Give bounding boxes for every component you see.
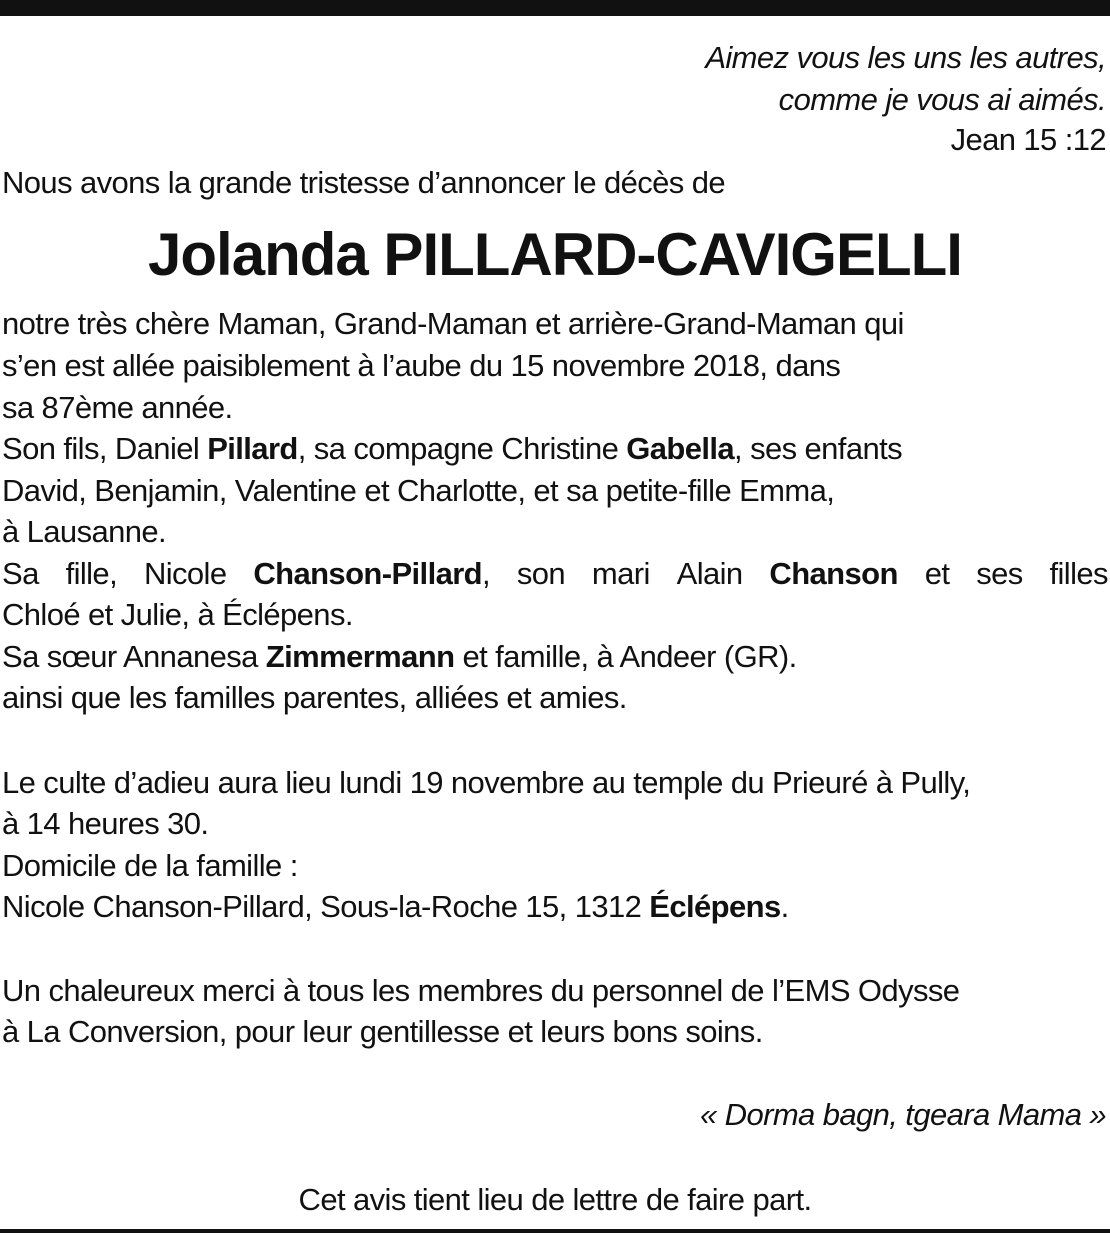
son-prefix: Son fils, Daniel — [2, 431, 208, 466]
daughter-surname-group — [253, 555, 490, 593]
deceased-name: Jolanda PILLARD-CAVIGELLI — [148, 221, 962, 288]
thanks-line-2: à La Conversion, pour leur gentillesse et leurs bons soins. — [2, 1014, 763, 1049]
bottom-rule — [0, 1229, 1110, 1233]
address-prefix: Nicole Chanson-Pillard, Sous-la-Roche 15, 1312 — [2, 889, 650, 924]
family-son-line-3: à Lausanne. — [2, 514, 167, 549]
sister-suffix: et famille, à Andeer (GR). — [454, 639, 797, 674]
service-line-1: Le culte d’adieu aura lieu lundi 19 novembre au temple du Prieuré à Pully, — [2, 765, 971, 800]
family-son-line-1 — [2, 430, 902, 468]
family-sister-line — [2, 638, 797, 676]
son-surname: Pillard — [207, 431, 298, 466]
family-son-line-2: David, Benjamin, Valentine et Charlotte, et sa petite-fille Emma, — [2, 473, 835, 508]
sister-surname: Zimmermann — [265, 639, 455, 674]
family-daughter-line-1 — [2, 555, 1108, 593]
address-town: Éclépens — [649, 889, 781, 924]
word: mari — [591, 556, 650, 591]
epigraph-reference: Jean 15 :12 — [950, 122, 1106, 157]
son-suffix: , ses enfants — [734, 431, 903, 466]
epigraph-line-2: comme je vous ai aimés. — [778, 82, 1106, 117]
notice-text: Cet avis tient lieu de lettre de faire part. — [298, 1182, 812, 1217]
son-middle: , sa compagne Christine — [297, 431, 627, 466]
husband-surname: Chanson — [769, 556, 898, 591]
son-partner-surname: Gabella — [626, 431, 735, 466]
thanks-line-1: Un chaleureux merci à tous les membres du personnel de l’EMS Odysse — [2, 973, 960, 1008]
top-rule — [0, 0, 1110, 16]
intro-text: Nous avons la grande tristesse d’annoncer le décès de — [2, 165, 725, 200]
address-suffix: . — [780, 889, 789, 924]
closing-quote: « Dorma bagn, tgeara Mama » — [700, 1097, 1106, 1132]
word: Sa — [2, 556, 39, 591]
family-daughter-line-2: Chloé et Julie, à Éclépens. — [2, 597, 353, 632]
word: et — [924, 556, 950, 591]
word: Alain — [676, 556, 743, 591]
daughter-surname: Chanson-Pillard — [253, 556, 483, 591]
description-line-1: notre très chère Maman, Grand-Maman et arrière-Grand-Maman qui — [2, 306, 904, 341]
word: ses — [976, 556, 1023, 591]
sister-prefix: Sa sœur Annanesa — [2, 639, 266, 674]
description-line-3: sa 87ème année. — [2, 390, 233, 425]
home-label: Domicile de la famille : — [2, 848, 298, 883]
word: son — [516, 556, 566, 591]
word: , — [482, 556, 491, 591]
word: Nicole — [143, 556, 227, 591]
epigraph-line-1: Aimez vous les uns les autres, — [705, 40, 1106, 75]
word: filles — [1049, 556, 1108, 591]
description-line-2: s’en est allée paisiblement à l’aube du 15 novembre 2018, dans — [2, 348, 841, 383]
family-others-line: ainsi que les familles parentes, alliées et amies. — [2, 680, 627, 715]
home-address — [2, 888, 789, 926]
service-line-2: à 14 heures 30. — [2, 806, 209, 841]
word: fille, — [65, 556, 118, 591]
